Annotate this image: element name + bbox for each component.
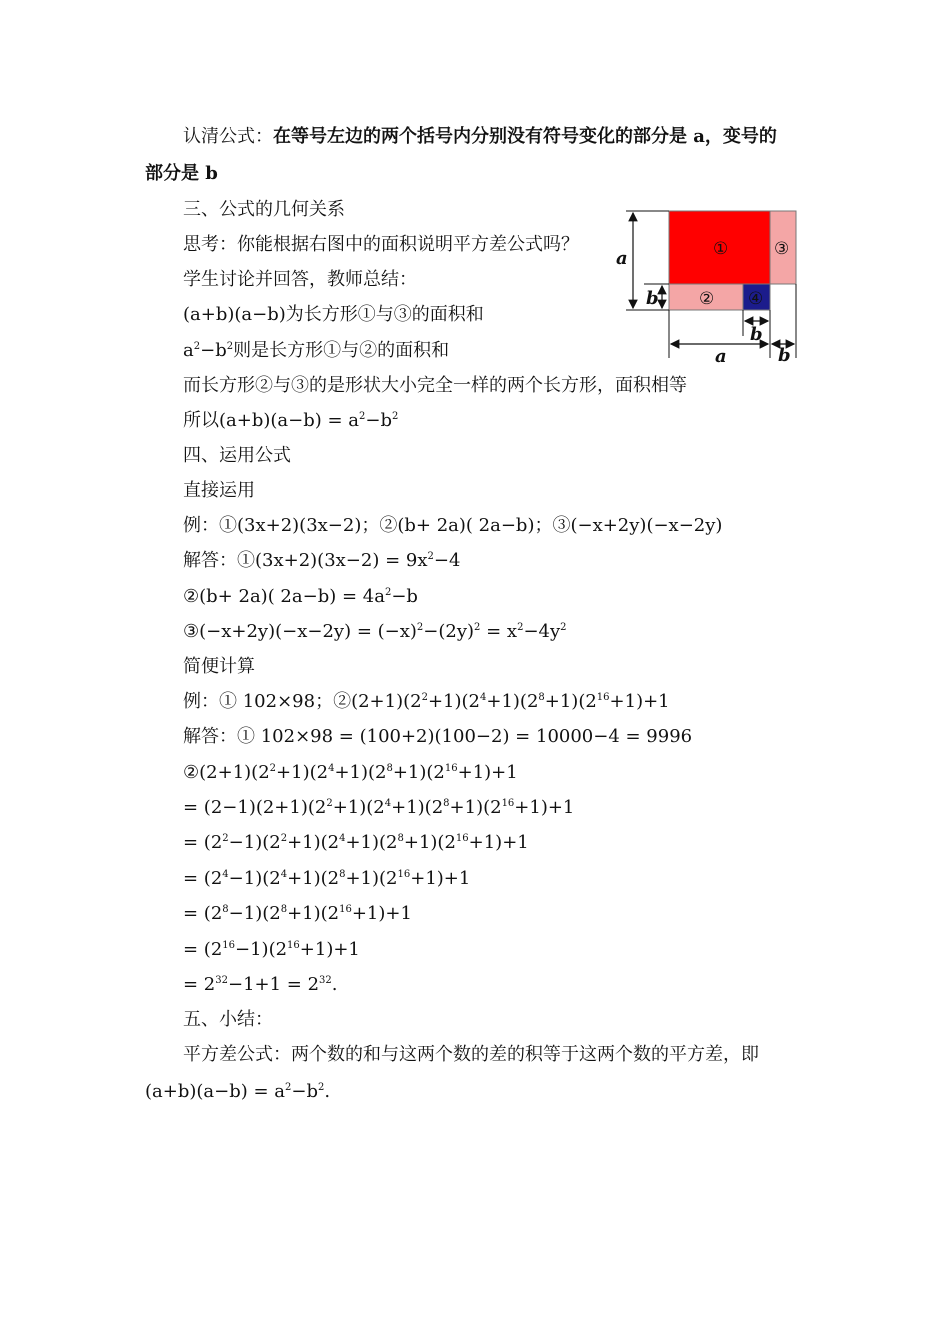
sum2-sup-1: 2 <box>285 1082 292 1093</box>
ans3-text-d: −4y <box>523 621 561 642</box>
ex2-text-c: +1)(2 <box>486 691 539 712</box>
rect-4-label: ④ <box>748 289 764 309</box>
s1-text-d: +1)(2 <box>449 797 502 818</box>
label-b-bottom: b <box>778 345 791 365</box>
so-text-b: −b <box>365 410 393 431</box>
ans3-sup-1: 2 <box>416 622 424 633</box>
ex2-text-a: 例：① 102×98；②(2+1)(2 <box>183 691 422 712</box>
solution-2-step-2 <box>183 830 529 856</box>
s2-text-e: +1)(2 <box>403 832 456 853</box>
s1-text-a: = (2−1)(2+1)(2 <box>183 797 327 818</box>
ex2-sup-1: 2 <box>421 692 428 703</box>
s0-text-a: ②(2+1)(2 <box>183 762 270 783</box>
rect-2-label: ② <box>699 289 715 309</box>
summary-line-1: 平方差公式：两个数的和与这两个数的差的积等于这两个数的平方差，即 <box>183 1044 759 1065</box>
s2-sup-2: 2 <box>280 833 288 844</box>
solution-2-step-5 <box>183 937 360 963</box>
s4-sup-1: 8 <box>222 904 229 915</box>
recognize-prefix: 认清公式： <box>183 126 273 147</box>
solution-2-step-0 <box>183 760 518 786</box>
s3-text-a: = (2 <box>183 868 223 889</box>
s1-sup-1: 2 <box>326 798 333 809</box>
s1-sup-3: 8 <box>443 798 450 809</box>
s3-sup-3: 8 <box>339 869 346 880</box>
ans3-sup-2: 2 <box>474 622 481 633</box>
rect-1-label: ① <box>713 239 729 259</box>
s4-sup-2: 8 <box>280 904 288 915</box>
s1-sup-4: 16 <box>501 798 515 809</box>
s5-text-a: = (2 <box>183 939 223 960</box>
s4-sup-3: 16 <box>339 904 352 915</box>
solution-2-step-3 <box>183 866 470 892</box>
s2-sup-5: 16 <box>455 833 469 844</box>
label-b-left: b <box>646 288 659 309</box>
conclusion-line <box>183 408 398 434</box>
s1-sup-2: 4 <box>384 798 392 809</box>
ex2-text-d: +1)(2 <box>544 691 597 712</box>
ex2-sup-2: 4 <box>479 692 487 703</box>
solution-1: 解答：① 102×98 = (100+2)(100−2) = 10000−4 = 9996 <box>183 726 693 747</box>
think-question: 思考：你能根据右图中的面积说明平方差公式吗？ <box>183 234 579 255</box>
answer-1 <box>183 548 460 574</box>
s2-sup-3: 4 <box>339 833 346 844</box>
s6-text-a: = 2 <box>183 974 216 995</box>
expl2-sup-2: 2 <box>226 341 234 352</box>
ex2-sup-4: 16 <box>596 692 610 703</box>
explanation-line-2 <box>183 338 449 364</box>
s3-text-d: +1)(2 <box>345 868 398 889</box>
geometry-figure <box>612 203 807 365</box>
solution-2-step-1 <box>183 795 574 821</box>
s0-sup-4: 16 <box>444 763 458 774</box>
s2-sup-1: 2 <box>222 833 229 844</box>
label-b-inner: b <box>750 324 763 345</box>
s5-text-b: −1)(2 <box>235 939 288 960</box>
example-2 <box>183 689 670 715</box>
s2-text-b: −1)(2 <box>228 832 281 853</box>
recognize-bold-text: 在等号左边的两个括号内分别没有符号变化的部分是 a，变号的 <box>273 126 777 147</box>
s3-text-c: +1)(2 <box>287 868 340 889</box>
ans1-sup: 2 <box>427 551 434 562</box>
s1-text-e: +1)+1 <box>514 797 575 818</box>
solution-2-step-6 <box>183 972 338 998</box>
so-sup-1: 2 <box>359 411 366 422</box>
discussion-line: 学生讨论并回答，教师总结： <box>183 269 417 290</box>
direct-use-heading: 直接运用 <box>183 480 255 501</box>
ex2-sup-3: 8 <box>538 692 545 703</box>
simple-calc-heading: 简便计算 <box>183 656 255 677</box>
sum2-sup-2: 2 <box>318 1082 325 1093</box>
explanation-line-1: (a+b)(a−b)为长方形①与③的面积和 <box>183 304 484 325</box>
s6-sup-2: 32 <box>319 975 332 986</box>
s5-text-c: +1)+1 <box>299 939 360 960</box>
s2-sup-4: 8 <box>397 833 404 844</box>
s5-sup-1: 16 <box>222 940 236 951</box>
explanation-line-3: 而长方形②与③的是形状大小完全一样的两个长方形，面积相等 <box>183 375 687 396</box>
section-heading-4: 四、运用公式 <box>183 445 291 466</box>
s6-text-c: . <box>331 974 338 995</box>
expl2-text-a: a <box>183 340 194 361</box>
section-heading-3: 三、公式的几何关系 <box>183 199 345 220</box>
ans2-text-a: ②(b+ 2a)( 2a−b) = 4a <box>183 586 385 607</box>
so-sup-2: 2 <box>392 411 399 422</box>
geometry-figure-svg <box>612 203 807 365</box>
expl2-sup-1: 2 <box>193 341 201 352</box>
ans3-text-b: −(2y) <box>423 621 475 642</box>
s0-sup-1: 2 <box>269 763 277 774</box>
rect-3-label: ③ <box>774 239 790 259</box>
ans3-sup-3: 2 <box>517 622 524 633</box>
s0-text-d: +1)(2 <box>392 762 445 783</box>
s1-text-c: +1)(2 <box>391 797 444 818</box>
formula-recognition-line <box>183 124 777 150</box>
s6-sup-1: 32 <box>215 975 228 986</box>
sum2-text-b: −b <box>291 1081 319 1102</box>
s0-sup-3: 8 <box>386 763 393 774</box>
s2-text-a: = (2 <box>183 832 223 853</box>
s1-text-b: +1)(2 <box>332 797 385 818</box>
ans3-text-c: = x <box>480 621 518 642</box>
ans1-text-a: 解答：①(3x+2)(3x−2) = 9x <box>183 550 428 571</box>
s0-text-b: +1)(2 <box>276 762 329 783</box>
sum2-text-a: (a+b)(a−b) = a <box>145 1081 286 1102</box>
so-text-a: 所以(a+b)(a−b) = a <box>183 410 360 431</box>
s4-text-a: = (2 <box>183 903 223 924</box>
s5-sup-2: 16 <box>287 940 300 951</box>
s4-text-b: −1)(2 <box>228 903 281 924</box>
s0-sup-2: 4 <box>328 763 335 774</box>
solution-2-step-4 <box>183 901 412 927</box>
sum2-text-c: . <box>324 1081 331 1102</box>
section-heading-5: 五、小结： <box>183 1009 273 1030</box>
summary-line-2 <box>145 1079 330 1105</box>
expl2-text-c: 则是长方形①与②的面积和 <box>233 340 450 361</box>
ans2-text-b: −b <box>391 586 418 607</box>
s4-text-c: +1)(2 <box>287 903 340 924</box>
ans3-text-a: ③(−x+2y)(−x−2y) = (−x) <box>183 621 417 642</box>
ans2-sup: 2 <box>384 587 392 598</box>
answer-2 <box>183 584 418 610</box>
s3-sup-2: 4 <box>280 869 288 880</box>
ans3-sup-4: 2 <box>560 622 567 633</box>
s2-text-f: +1)+1 <box>468 832 529 853</box>
s3-sup-1: 4 <box>222 869 229 880</box>
answer-3 <box>183 619 567 645</box>
ex2-text-e: +1)+1 <box>609 691 670 712</box>
label-a-left: a <box>616 248 628 269</box>
s0-text-c: +1)(2 <box>334 762 387 783</box>
expl2-text-b: −b <box>200 340 227 361</box>
ans1-text-b: −4 <box>433 550 461 571</box>
s3-text-b: −1)(2 <box>228 868 281 889</box>
s3-sup-4: 16 <box>397 869 411 880</box>
label-a-bottom: a <box>715 346 727 365</box>
s2-text-c: +1)(2 <box>287 832 340 853</box>
ex2-text-b: +1)(2 <box>427 691 480 712</box>
example-1: 例：①(3x+2)(3x−2)；②(b+ 2a)( 2a−b)；③(−x+2y)(−x−2y) <box>183 515 723 536</box>
s3-text-e: +1)+1 <box>410 868 471 889</box>
s4-text-d: +1)+1 <box>351 903 412 924</box>
s2-text-d: +1)(2 <box>345 832 398 853</box>
recognize-bold-continuation: 部分是 b <box>145 163 218 184</box>
s0-text-e: +1)+1 <box>457 762 518 783</box>
s6-text-b: −1+1 = 2 <box>228 974 320 995</box>
